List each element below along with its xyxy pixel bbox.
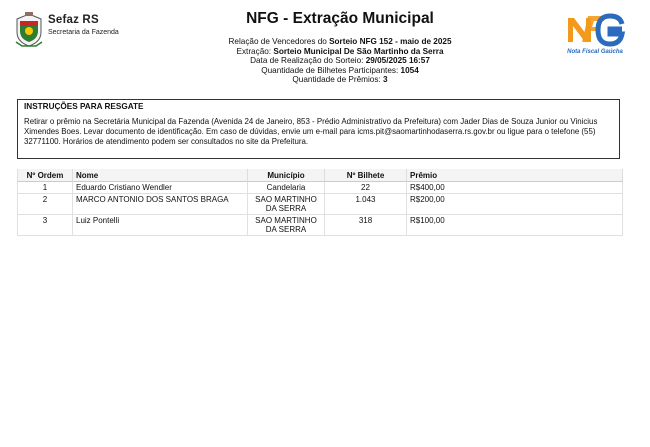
cell-premio: R$400,00 <box>407 182 623 194</box>
cell-ordem: 3 <box>17 215 73 236</box>
table-row <box>17 215 623 236</box>
data-label: Data de Realização do Sorteio: <box>250 56 364 66</box>
instructions-box <box>17 99 620 159</box>
instructions-text: Retirar o prêmio na Secretária Municipal da Fazenda (Avenida 24 de Janeiro, 853 - Prédio Administrativo da Prefeitura) com Jader Dias de Souza Junior ou Vinicius Ximendes Boes. Levar documento de identificação. Em caso de dúvidas, envie um e-mail para icms.pit@saomartinhodaserra.rs.gov.br ou ligue para o telefone (55) 32771100. Horários de atendimento podem ser consultados no site da Prefeitura. <box>24 117 598 146</box>
cell-ordem: 1 <box>17 182 73 194</box>
header-line-data <box>160 56 520 66</box>
sefaz-logo <box>14 12 154 48</box>
col-header-premio: Prêmio <box>407 169 623 182</box>
header-line-sorteio <box>160 37 520 47</box>
nfg-caption: Nota Fiscal Gaúcha <box>567 49 623 55</box>
table-row <box>17 182 623 194</box>
cell-ordem: 2 <box>17 194 73 215</box>
col-header-bilhete: Nº Bilhete <box>325 169 407 182</box>
nfg-logo-icon <box>560 10 630 50</box>
cell-municipio: Candelaria <box>248 182 325 194</box>
cell-bilhete: 318 <box>325 215 407 236</box>
col-header-municipio: Município <box>248 169 325 182</box>
cell-bilhete: 22 <box>325 182 407 194</box>
cell-bilhete: 1.043 <box>325 194 407 215</box>
report-header <box>160 10 520 85</box>
header-line-premios <box>160 75 520 85</box>
bilhetes-label: Quantidade de Bilhetes Participantes: <box>261 65 399 75</box>
cell-nome: MARCO ANTONIO DOS SANTOS BRAGA <box>73 194 248 215</box>
page-title: NFG - Extração Municipal <box>246 10 434 27</box>
brand-name: Sefaz RS <box>48 14 99 26</box>
col-header-ordem: Nº Ordem <box>17 169 73 182</box>
table-header-row <box>17 169 623 182</box>
brand-subtitle: Secretaria da Fazenda <box>48 29 119 36</box>
col-header-nome: Nome <box>73 169 248 182</box>
cell-nome: Eduardo Cristiano Wendler <box>73 182 248 194</box>
sorteio-label: Relação de Vencedores do <box>228 37 327 46</box>
cell-municipio: SAO MARTINHO DA SERRA <box>248 215 325 236</box>
winners-table <box>17 169 623 236</box>
table-row <box>17 194 623 215</box>
instructions-title: INSTRUÇÕES PARA RESGATE <box>24 102 144 111</box>
rs-coat-of-arms-icon <box>14 12 44 48</box>
extracao-value: Sorteio Municipal De São Martinho da Serra <box>273 46 444 56</box>
header-line-extracao <box>160 47 520 57</box>
cell-premio: R$200,00 <box>407 194 623 215</box>
premios-value: 3 <box>383 75 388 85</box>
data-value: 29/05/2025 16:57 <box>365 56 430 66</box>
cell-nome: Luiz Pontelli <box>73 215 248 236</box>
extracao-label: Extração: <box>236 46 272 56</box>
header-line-bilhetes <box>160 66 520 76</box>
premios-label: Quantidade de Prêmios: <box>292 75 381 85</box>
sorteio-value: Sorteio NFG 152 - maio de 2025 <box>329 37 452 46</box>
nfg-logo <box>560 10 630 60</box>
cell-premio: R$100,00 <box>407 215 623 236</box>
bilhetes-value: 1054 <box>400 65 419 75</box>
cell-municipio: SAO MARTINHO DA SERRA <box>248 194 325 215</box>
